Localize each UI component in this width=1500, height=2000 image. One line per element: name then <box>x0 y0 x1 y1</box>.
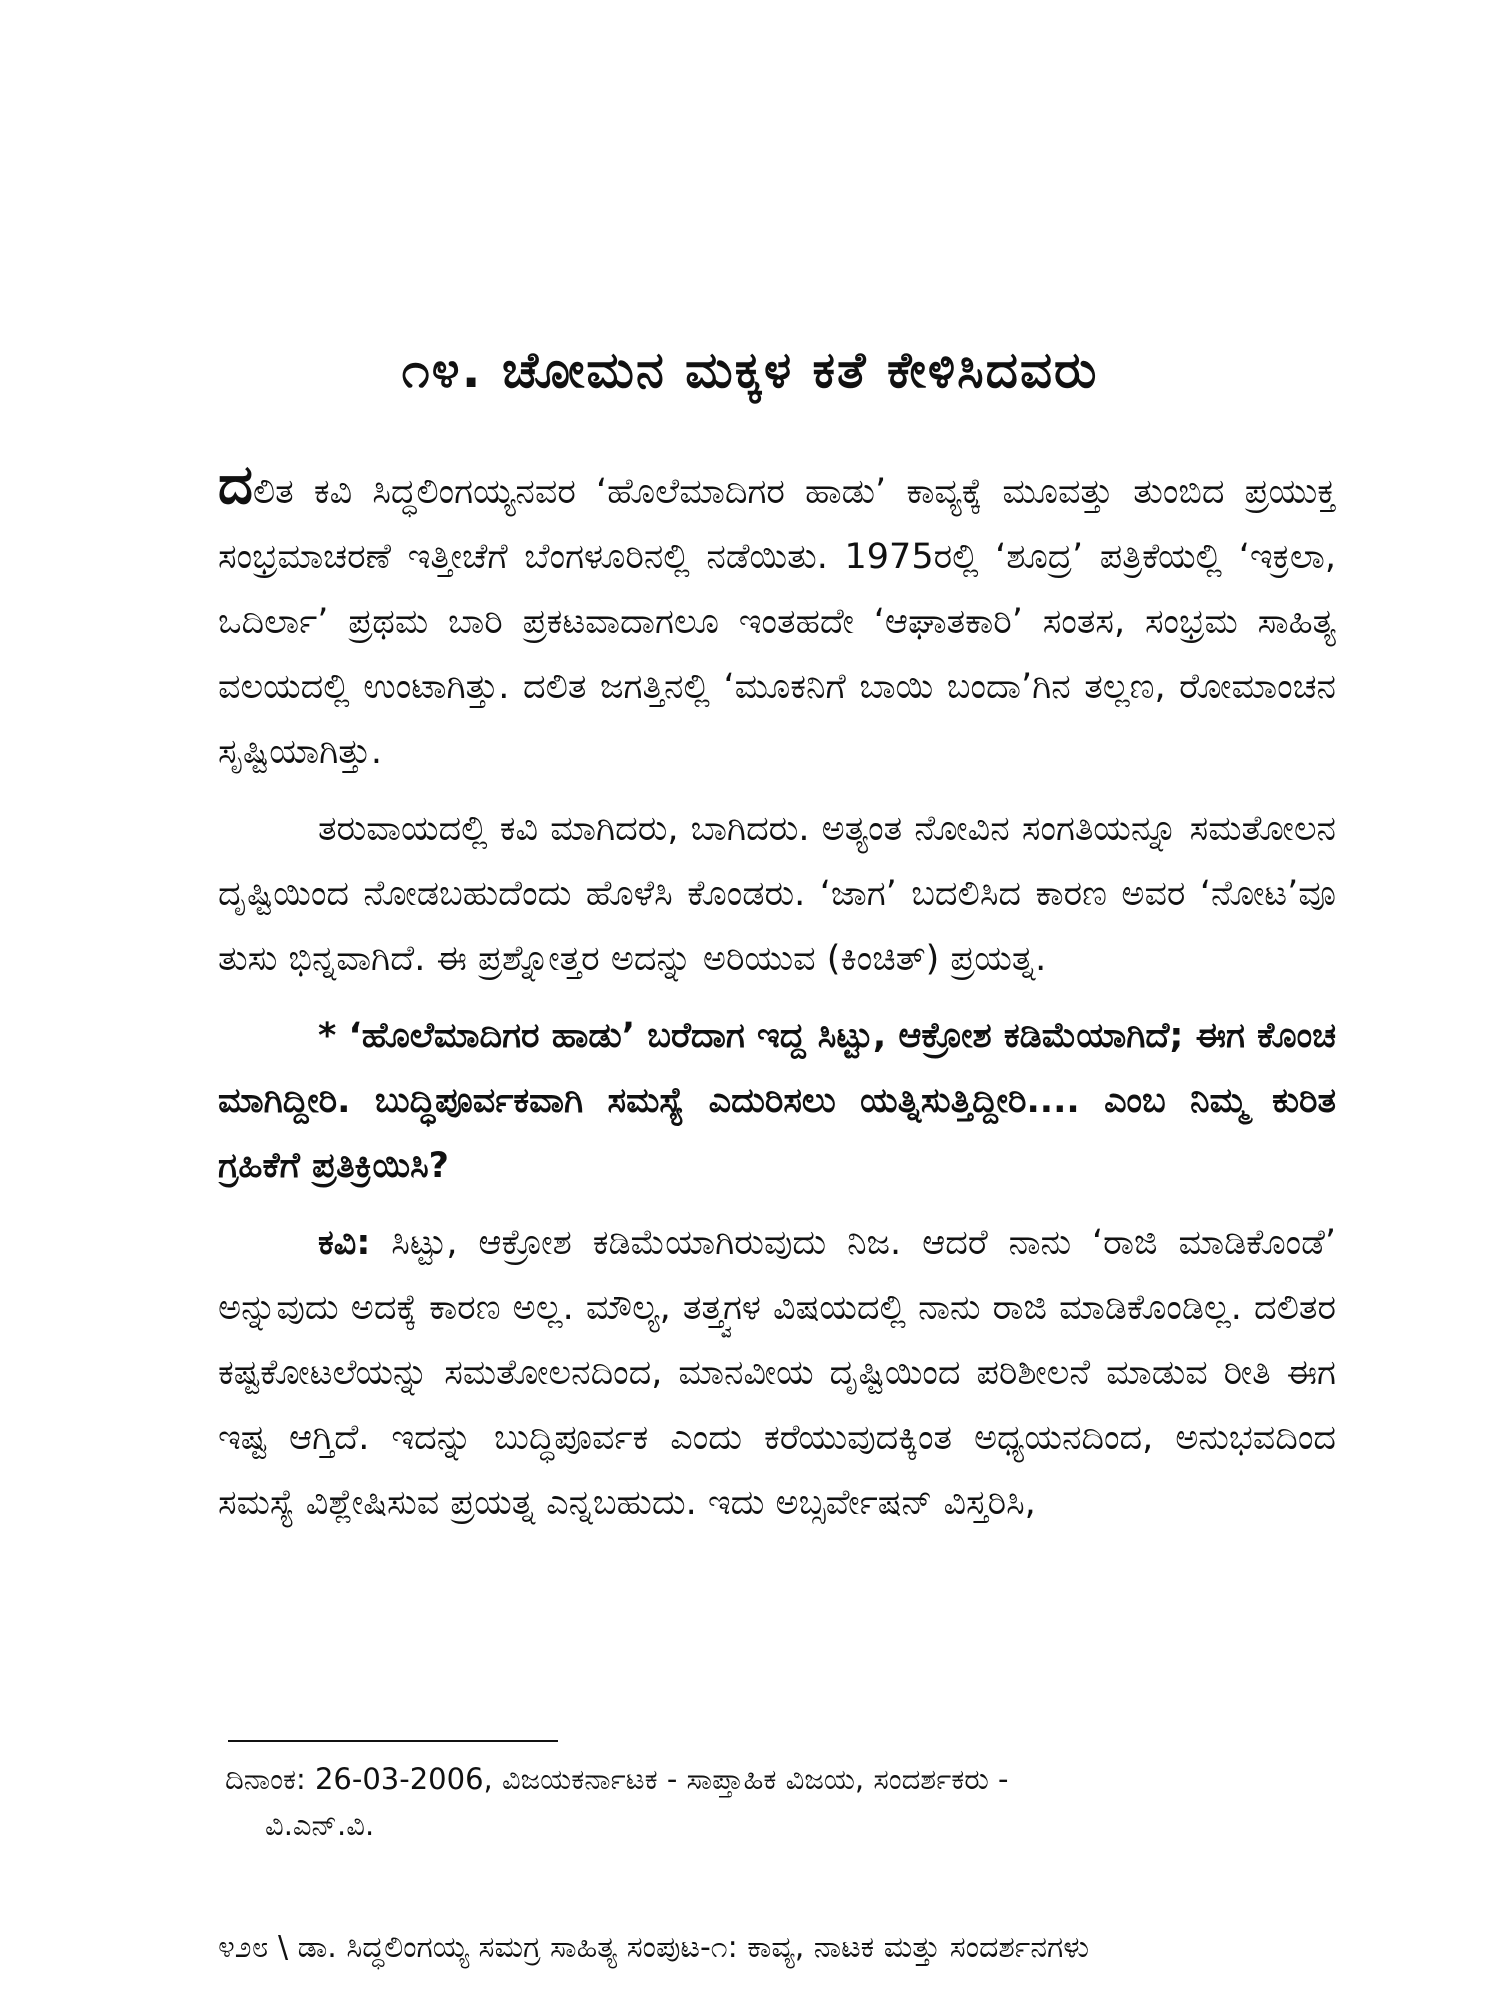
footnote-divider <box>228 1740 558 1742</box>
footer-separator: \ <box>277 1930 289 1965</box>
running-title: ಡಾ. ಸಿದ್ಧಲಿಂಗಯ್ಯ ಸಮಗ್ರ ಸಾಹಿತ್ಯ ಸಂಪುಟ-೧: ಕಾವ್ಯ, ನಾಟಕ ಮತ್ತು ಸಂದರ್ಶನಗಳು <box>297 1930 1090 1965</box>
chapter-title: ೧೪. ಚೋಮನ ಮಕ್ಕಳ ಕತೆ ಕೇಳಿಸಿದವರು <box>401 341 1099 399</box>
paragraph-intro-text: ಲಿತ ಕವಿ ಸಿದ್ಧಲಿಂಗಯ್ಯನವರ ‘ಹೊಲೆಮಾದಿಗರ ಹಾಡು’ ಕಾವ್ಯಕ್ಕೆ ಮೂವತ್ತು ತುಂಬಿದ ಪ್ರಯುಕ್ತ ಸಂಭ್ರಮಾಚರಣೆ ಇತ್ತೀಚೆಗೆ ಬೆಂಗಳೂರಿನಲ್ಲಿ ನಡೆಯಿತು. 1975ರಲ್ಲಿ ‘ಶೂದ್ರ’ ಪತ್ರಿಕೆಯಲ್ಲಿ ‘ಇಕ್ರಲಾ, ಒದಿರ್ಲಾ’ ಪ್ರಥಮ ಬಾರಿ ಪ್ರಕಟವಾದಾಗಲೂ ಇಂತಹದೇ ‘ಆಘಾತಕಾರಿ’ ಸಂತಸ, ಸಂಭ್ರಮ ಸಾಹಿತ್ಯ ವಲಯದಲ್ಲಿ ಉಂಟಾಗಿತ್ತು. ದಲಿತ ಜಗತ್ತಿನಲ್ಲಿ ‘ಮೂಕನಿಗೆ ಬಾಯಿ ಬಂದಾ’ಗಿನ ತಲ್ಲಣ, ರೋಮಾಂಚನ ಸೃಷ್ಟಿಯಾಗಿತ್ತು. <box>218 472 1336 772</box>
body-text <box>218 453 1336 1548</box>
page-number: ೪೨೮ <box>218 1930 269 1965</box>
interview-answer <box>218 1211 1336 1536</box>
footnote-line-2: ವಿ.ಎನ್.ವಿ. <box>265 1808 375 1842</box>
paragraph-context: ತರುವಾಯದಲ್ಲಿ ಕವಿ ಮಾಗಿದರು, ಬಾಗಿದರು. ಅತ್ಯಂತ ನೋವಿನ ಸಂಗತಿಯನ್ನೂ ಸಮತೋಲನ ದೃಷ್ಟಿಯಿಂದ ನೋಡಬಹುದೆಂದು ಹೊಳೆಸಿ ಕೊಂಡರು. ‘ಜಾಗ’ ಬದಲಿಸಿದ ಕಾರಣ ಅವರ ‘ನೋಟ’ವೂ ತುಸು ಭಿನ್ನವಾಗಿದೆ. ಈ ಪ್ರಶ್ನೋತ್ತರ ಅದನ್ನು ಅರಿಯುವ (ಕಿಂಚಿತ್) ಪ್ರಯತ್ನ. <box>218 809 1336 979</box>
footnote-line-1: ದಿನಾಂಕ: 26-03-2006, ವಿಜಯಕರ್ನಾಟಕ - ಸಾಪ್ತಾಹಿಕ ವಿಜಯ, ಸಂದರ್ಶಕರು - <box>225 1762 1009 1796</box>
page-footer <box>218 1928 1338 1968</box>
footnote <box>225 1756 1337 1848</box>
answer-speaker: ಕವಿ: <box>318 1223 371 1263</box>
interview-question: * ‘ಹೊಲೆಮಾದಿಗರ ಹಾಡು’ ಬರೆದಾಗ ಇದ್ದ ಸಿಟ್ಟು, ಆಕ್ರೋಶ ಕಡಿಮೆಯಾಗಿದೆ; ಈಗ ಕೊಂಚ ಮಾಗಿದ್ದೀರಿ. ಬುದ್ಧಿಪೂರ್ವಕವಾಗಿ ಸಮಸ್ಯೆ ಎದುರಿಸಲು ಯತ್ನಿಸುತ್ತಿದ್ದೀರಿ.... ಎಂಬ ನಿಮ್ಮ ಕುರಿತ ಗ್ರಹಿಕೆಗೆ ಪ್ರತಿಕ್ರಿಯಿಸಿ? <box>218 1016 1336 1186</box>
paragraph-intro <box>218 453 1336 785</box>
drop-cap: ದ <box>218 453 253 516</box>
answer-text: ಸಿಟ್ಟು, ಆಕ್ರೋಶ ಕಡಿಮೆಯಾಗಿರುವುದು ನಿಜ. ಆದರೆ ನಾನು ‘ರಾಜಿ ಮಾಡಿಕೊಂಡೆ’ ಅನ್ನುವುದು ಅದಕ್ಕೆ ಕಾರಣ ಅಲ್ಲ. ಮೌಲ್ಯ, ತತ್ತ್ವಗಳ ವಿಷಯದಲ್ಲಿ ನಾನು ರಾಜಿ ಮಾಡಿಕೊಂಡಿಲ್ಲ. ದಲಿತರ ಕಷ್ಟಕೋಟಲೆಯನ್ನು ಸಮತೋಲನದಿಂದ, ಮಾನವೀಯ ದೃಷ್ಟಿಯಿಂದ ಪರಿಶೀಲನೆ ಮಾಡುವ ರೀತಿ ಈಗ ಇಷ್ಟ ಆಗ್ತಿದೆ. ಇದನ್ನು ಬುದ್ಧಿಪೂರ್ವಕ ಎಂದು ಕರೆಯುವುದಕ್ಕಿಂತ ಅಧ್ಯಯನದಿಂದ, ಅನುಭವದಿಂದ ಸಮಸ್ಯೆ ವಿಶ್ಲೇಷಿಸುವ ಪ್ರಯತ್ನ ಎನ್ನಬಹುದು. ಇದು ಅಬ್ಸರ್ವೇಷನ್ ವಿಸ್ತರಿಸಿ, <box>218 1223 1336 1523</box>
